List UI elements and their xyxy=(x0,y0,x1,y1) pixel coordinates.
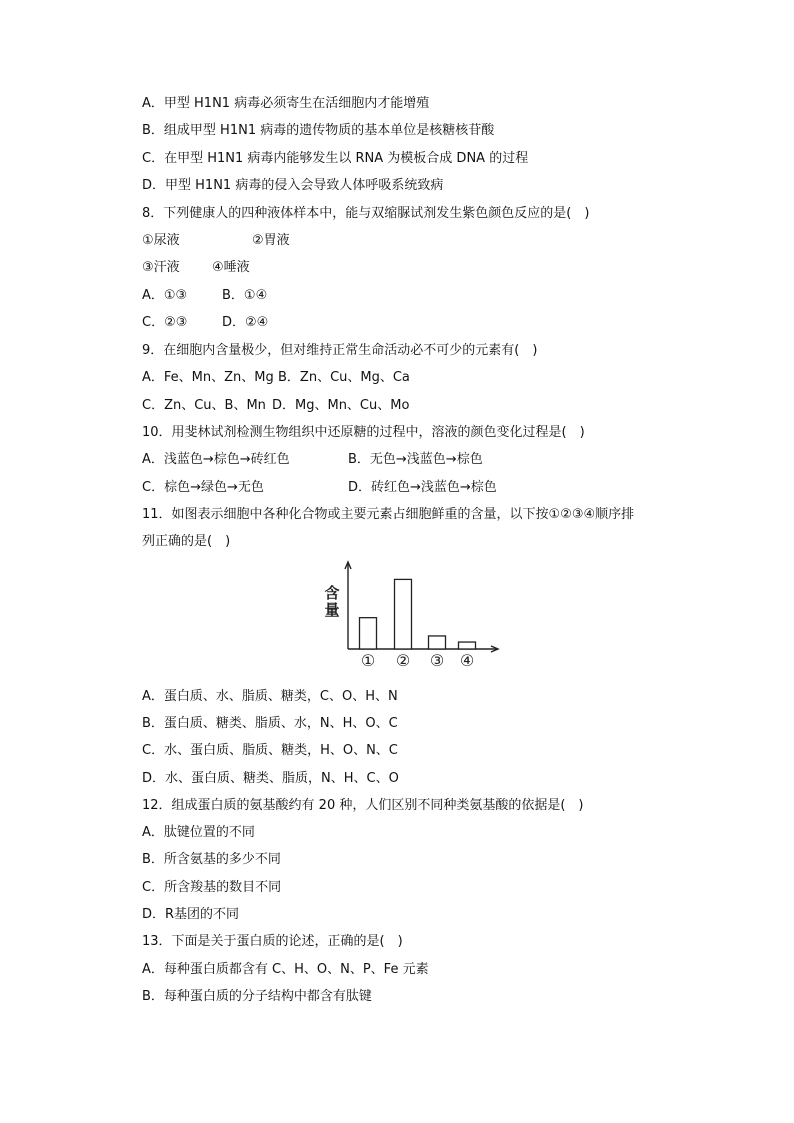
q12-option-a: A．肽键位置的不同 xyxy=(142,825,255,840)
q12-stem: 12．组成蛋白质的氨基酸约有 20 种，人们区别不同种类氨基酸的依据是( ) xyxy=(142,798,584,813)
x-tick-label-1: ① xyxy=(360,651,376,670)
y-axis-label-char: 含 xyxy=(324,584,340,602)
y-axis-label-char: 量 xyxy=(324,601,340,619)
q11-stem-line1: 11．如图表示细胞中各种化合物或主要元素占细胞鲜重的含量，以下按①②③④顺序排 xyxy=(142,507,635,522)
q8-option-c: C．②③ xyxy=(142,315,188,330)
q10-option-b: B．无色→浅蓝色→棕色 xyxy=(348,452,483,467)
q12-option-b: B．所含氨基的多少不同 xyxy=(142,852,281,867)
chart-svg xyxy=(318,552,506,674)
q9-option-b: B．Zn、Cu、Mg、Ca xyxy=(278,370,410,385)
content-bar-chart xyxy=(318,552,506,674)
q8-stem: 8．下列健康人的四种液体样本中，能与双缩脲试剂发生紫色颜色反应的是( ) xyxy=(142,206,590,221)
q7-option-b: B．组成甲型 H1N1 病毒的遗传物质的基本单位是核糖核苷酸 xyxy=(142,123,495,138)
q11-option-d: D．水、蛋白质、糖类、脂质，N、H、C、O xyxy=(142,771,399,786)
q8-option-d: D．②④ xyxy=(222,315,269,330)
q9-stem: 9．在细胞内含量极少，但对维持正常生命活动必不可少的元素有( ) xyxy=(142,343,538,358)
bar-4 xyxy=(459,642,476,649)
q11-stem-line2: 列正确的是( ) xyxy=(142,534,231,549)
q11-option-c: C．水、蛋白质、脂质、糖类，H、O、N、C xyxy=(142,743,398,758)
q9-option-c: C．Zn、Cu、B、Mn xyxy=(142,398,266,413)
q8-option-b: B．①④ xyxy=(222,288,268,303)
q7-option-d: D．甲型 H1N1 病毒的侵入会导致人体呼吸系统致病 xyxy=(142,178,444,193)
bar-2 xyxy=(395,579,412,649)
q9-option-a: A．Fe、Mn、Zn、Mg xyxy=(142,370,274,385)
x-tick-label-2: ② xyxy=(395,651,411,670)
q10-stem: 10．用斐林试剂检测生物组织中还原糖的过程中，溶液的颜色变化过程是( ) xyxy=(142,425,585,440)
q7-option-c: C．在甲型 H1N1 病毒内能够发生以 RNA 为模板合成 DNA 的过程 xyxy=(142,151,529,166)
q8-item-2: ②胃液 xyxy=(252,233,290,248)
q10-option-d: D．砖红色→浅蓝色→棕色 xyxy=(348,480,497,495)
q8-option-a: A．①③ xyxy=(142,288,188,303)
bar-1 xyxy=(360,618,377,649)
x-tick-label-4: ④ xyxy=(459,651,475,670)
bar-3 xyxy=(429,636,446,649)
q11-option-b: B．蛋白质、糖类、脂质、水，N、H、O、C xyxy=(142,716,398,731)
q13-stem: 13．下面是关于蛋白质的论述，正确的是( ) xyxy=(142,934,403,949)
q10-option-a: A．浅蓝色→棕色→砖红色 xyxy=(142,452,290,467)
q13-option-b: B．每种蛋白质的分子结构中都含有肽键 xyxy=(142,989,372,1004)
q8-item-4: ④唾液 xyxy=(212,260,250,275)
q12-option-d: D．R基团的不同 xyxy=(142,907,240,922)
q12-option-c: C．所含羧基的数目不同 xyxy=(142,880,282,895)
q7-option-a: A．甲型 H1N1 病毒必须寄生在活细胞内才能增殖 xyxy=(142,96,430,111)
q13-option-a: A．每种蛋白质都含有 C、H、O、N、P、Fe 元素 xyxy=(142,962,429,977)
q8-item-1: ①尿液 xyxy=(142,233,180,248)
q11-option-a: A．蛋白质、水、脂质、糖类，C、O、H、N xyxy=(142,689,398,704)
q9-option-d: D．Mg、Mn、Cu、Mo xyxy=(272,398,410,413)
q8-item-3: ③汗液 xyxy=(142,260,180,275)
x-tick-label-3: ③ xyxy=(429,651,445,670)
q10-option-c: C．棕色→绿色→无色 xyxy=(142,480,264,495)
